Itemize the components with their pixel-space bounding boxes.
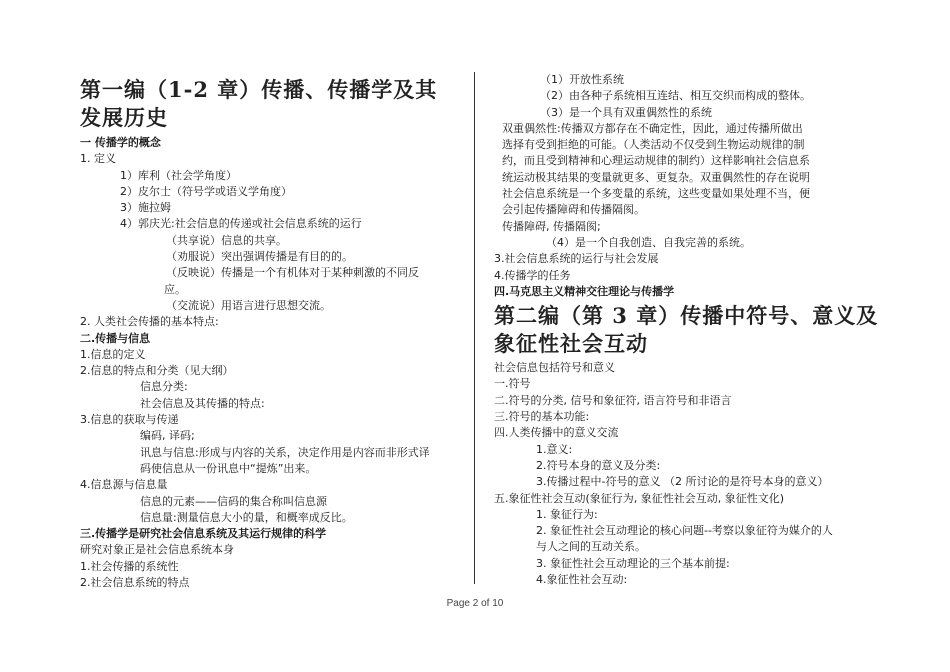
page-number: Page 2 of 10 (446, 598, 504, 609)
text-line: 应。 (164, 282, 186, 296)
left-column (80, 70, 460, 591)
section-heading: 四.马克思主义精神交往理论与传播学 (494, 284, 675, 298)
text-line: 五.象征性社会互动(象征行为, 象征性社会互动, 象征性文化) (494, 491, 785, 505)
text-line: 编码, 译码; (140, 429, 195, 443)
text-line: 3.信息的获取与传递 (80, 413, 179, 427)
text-line: 2.社会信息系统的特点 (80, 576, 190, 590)
text-line: （劝服说）突出强调传播是有目的的。 (166, 250, 353, 264)
text-line: 三.符号的基本功能: (494, 410, 590, 424)
list-item: 1.意义: (536, 442, 573, 456)
list-item: 2. 象征性社会互动理论的核心问题--考察以象征符为媒介的人 (536, 524, 833, 538)
list-item: 4）郭庆光:社会信息的传递或社会信息系统的运行 (120, 217, 362, 231)
list-item: 3. 象征性社会互动理论的三个基本前提: (536, 556, 730, 570)
list-item: （4）是一个自我创造、自我完善的系统。 (546, 235, 751, 249)
text-line: 社会信息系统是一个多变量的系统，这些变量如果处理不当，便 (502, 187, 810, 201)
section-heading: 二.传播与信息 (80, 331, 151, 345)
text-line: 1. 定义 (80, 152, 116, 166)
text-line: 与人之间的互动关系。 (536, 540, 646, 554)
text-line: 1.社会传播的系统性 (80, 559, 179, 573)
text-line: 二.符号的分类, 信号和象征符, 语言符号和非语言 (494, 393, 732, 407)
text-line: 1.信息的定义 (80, 347, 146, 361)
text-line: 2. 人类社会传播的基本特点: (80, 315, 219, 329)
text-line: 4.传播学的任务 (494, 268, 571, 282)
chapter-title-1: 第一编（1-2 章）传播、传播学及其 发展历史 (80, 77, 438, 130)
right-column (494, 72, 894, 588)
text-line: 4.信息源与信息量 (80, 478, 168, 492)
column-divider (474, 72, 475, 584)
list-item: （2）由各种子系统相互连结、相互交织而构成的整体。 (540, 89, 811, 103)
text-line: 选择有受到拒绝的可能。（人类活动不仅受到生物运动规律的制 (502, 138, 805, 152)
text-line: 码使信息从一份讯息中“提炼”出来。 (140, 461, 317, 475)
list-item: 3）施拉姆 (120, 201, 171, 215)
text-line: 信息分类: (140, 380, 188, 394)
text-line: 约，而且受到精神和心理运动规律的制约）这样影响社会信息系 (502, 154, 810, 168)
list-item: （3）是一个具有双重偶然性的系统 (540, 105, 712, 119)
text-line: 四.人类传播中的意义交流 (494, 426, 619, 440)
text-line: （反映说）传播是一个有机体对于某种刺激的不同反 (166, 266, 419, 280)
section-heading: 三.传播学是研究社会信息系统及其运行规律的科学 (80, 527, 327, 541)
text-line: 社会信息包括符号和意义 (494, 361, 615, 375)
text-line: 双重偶然性:传播双方都存在不确定性，因此，通过传播所做出 (502, 121, 803, 135)
chapter-title-2: 第二编（第 3 章）传播中符号、意义及 象征性社会互动 (494, 303, 879, 357)
text-line: 信息的元素——信码的集合称叫信息源 (140, 494, 327, 508)
text-line: 会引起传播障碍和传播隔阂。 (502, 203, 645, 217)
list-item: 1. 象征行为: (536, 507, 598, 521)
text-line: 2.信息的特点和分类（见大纲） (80, 364, 234, 378)
list-item: 3.传播过程中-符号的意义 （2 所讨论的是符号本身的意义） (536, 475, 829, 489)
text-line: 一.符号 (494, 377, 531, 391)
list-item: （1）开放性系统 (540, 73, 624, 86)
text-line: 传播障碍, 传播隔阂; (502, 219, 601, 233)
section-heading: 一 传播学的概念 (80, 136, 161, 149)
text-line: （交流说）用语言进行思想交流。 (166, 298, 331, 312)
text-line: 3.社会信息系统的运行与社会发展 (494, 252, 659, 266)
text-line: 社会信息及其传播的特点: (140, 396, 265, 410)
list-item: 1）库利（社会学角度） (120, 168, 237, 182)
list-item: 2.符号本身的意义及分类: (536, 458, 661, 472)
text-line: 研究对象正是社会信息系统本身 (80, 543, 234, 557)
list-item: 4.象征性社会互动: (536, 573, 628, 587)
text-line: 统运动极其结果的变量就更多、更复杂。双重偶然性的存在说明 (502, 170, 810, 184)
text-line: （共享说）信息的共享。 (166, 233, 287, 247)
text-line: 信息量:测量信息大小的量，和概率成反比。 (140, 510, 353, 524)
text-line: 讯息与信息:形成与内容的关系，决定作用是内容而非形式译 (140, 445, 430, 459)
list-item: 2）皮尔士（符号学或语义学角度） (120, 184, 292, 198)
